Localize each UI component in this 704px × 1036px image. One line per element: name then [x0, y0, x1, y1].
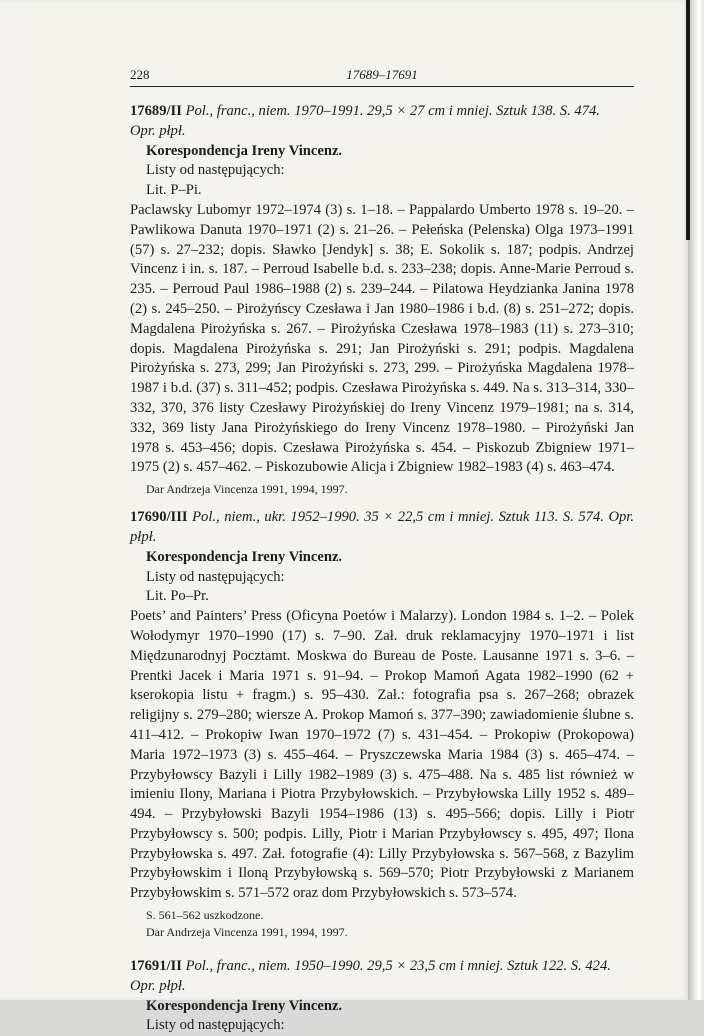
entry-title: Korespondencja Ireny Vincenz.	[146, 142, 343, 159]
entry-from: Listy od następujących:	[146, 162, 285, 179]
entry-heading	[130, 957, 634, 977]
entry-description-cont: Opr. płpł.	[130, 977, 186, 994]
page-edge	[688, 0, 704, 1000]
entry-id: 17690/III	[130, 509, 188, 526]
entry-body: Poets’ and Painters’ Press (Oficyna Poetów i Malarzy). London 1984 s. 1–2. – Polek Wołodymyr 1970–1990 (17) s. 7–90. Zał. druk reklamacyjny 1970–1971 i list Międzunarodnyj Pocztamt. Moskwa do Bureau de Poste. Lausanne 1971 s. 3–6. – Prentki Jacek i Maria 1971 s. 91–94. – Prokop Mamoń Agata 1982–1990 (62 + kserokopia listu + fragm.) s. 95–430. Zał.: fotografia psa s. 267–268; obrazek religijny s. 279–280; wiersze A. Prokop Mamoń s. 377–390; zawiadomienie ślubne s. 411–412. – Prokopiw Iwan 1970–1972 (7) s. 431–454. – Prokopiw (Prokopowa) Maria 1972–1973 (3) s. 455–464. – Pryszczewska Maria 1984 (3) s. 465–474. – Przybyłowscy Bazyli i Lilly 1982–1989 (3) s. 475–488. Na s. 485 list również w imieniu Ilony, Mariana i Piotra Przybyłowskich. – Przybyłowska Lilly 1952 s. 489–494. – Przybyłowski Bazyli 1954–1986 (13) s. 495–566; dopis. Lilly i Piotr Przybyłowscy s. 500; podpis. Lilly, Piotr i Marian Przybyłowscy s. 495, 497; Ilona Przybyłowska s. 497. Zał. fotografie (4): Lilly Przybyłowska s. 567–568, z Bazylim Przybyłowskim i Iloną Przybyłowską s. 569–570; Piotr Przybyłowski z Marianem Przybyłowskim s. 571–572 oraz dom Przybyłowskich s. 573–574.	[130, 608, 634, 902]
entry-title: Korespondencja Ireny Vincenz.	[146, 997, 343, 1014]
entry-note: Dar Andrzeja Vincenza 1991, 1994, 1997.	[146, 925, 348, 940]
entry-description: Pol., franc., niem. 1950–1990. 29,5 × 23,5 cm i mniej. Sztuk 122. S. 424.	[185, 958, 611, 975]
entry-from: Listy od następujących:	[146, 568, 285, 585]
entry-from: Listy od następujących:	[146, 1017, 285, 1034]
entry-title: Korespondencja Ireny Vincenz.	[146, 548, 343, 565]
catalog-entries	[130, 102, 634, 1036]
entry-id: 17689/II	[130, 103, 182, 119]
entry-description: Pol., niem., ukr. 1952–1990. 35 × 22,5 cm i mniej. Sztuk 113. S. 574. Opr. płpł.	[130, 509, 634, 545]
entry-heading	[130, 508, 634, 548]
entry-range: Lit. Po–Pr.	[146, 588, 209, 605]
entry-body: Paclawsky Lubomyr 1972–1974 (3) s. 1–18. – Pappalardo Umberto 1978 s. 19–20. – Pawlikowa Danuta 1970–1971 (2) s. 21–26. – Pełeńska (Pelenska) Olga 1973–1991 (57) s. 27–232; dopis. Sławko [Jendyk] s. 38; E. Sokolik s. 187; podpis. Andrzej Vincenz i in. s. 187. – Perroud Isabelle b.d. s. 233–238; dopis. Anne-Marie Perroud s. 235. – Perroud Paul 1986–1988 (2) s. 239–244. – Pilatowa Heydzianka Janina 1978 (2) s. 245–250. – Pirożyńscy Czesława i Jan 1980–1986 i b.d. (8) s. 251–272; dopis. Magdalena Pirożyńska s. 267. – Pirożyńska Czesława 1978–1983 (11) s. 273–310; dopis. Magdalena Pirożyńska s. 291; Jan Pirożyński s. 291; podpis. Magdalena Pirożyńska s. 273, 299; Jan Pirożyński s. 273, 299. – Pirożyńska Magdalena 1978–1987 i b.d. (37) s. 311–452; podpis. Czesława Pirożyńska s. 449. Na s. 313–314, 330–332, 370, 376 listy Czesławy Pirożyńskiej do Ireny Vincenz 1979–1981; na s. 314, 332, 369 listy Jana Pirożyńskiego do Ireny Vincenz 1978–1980. – Pirożyński Jan 1978 s. 453–456; dopis. Czesława Pirożyńska s. 454. – Piskozub Zbigniew 1971–1975 (2) s. 457–462. – Piskozubowie Alicja i Zbigniew 1982–1983 (4) s. 463–474.	[130, 201, 634, 476]
entry-description-cont: Opr. płpł.	[130, 122, 186, 139]
page-number: 228	[130, 67, 150, 82]
entry-heading	[130, 102, 634, 122]
entry-note: Dar Andrzeja Vincenza 1991, 1994, 1997.	[146, 482, 348, 497]
running-head: 17689–17691	[346, 67, 418, 82]
entry-id: 17691/II	[130, 958, 182, 975]
entry-description: Pol., franc., niem. 1970–1991. 29,5 × 27 cm i mniej. Sztuk 138. S. 474.	[185, 103, 600, 119]
entry-range: Lit. P–Pi.	[146, 182, 202, 199]
page-edge-shadow	[686, 0, 690, 240]
entry-note: S. 561–562 uszkodzone.	[146, 908, 264, 923]
page-header	[130, 66, 634, 87]
